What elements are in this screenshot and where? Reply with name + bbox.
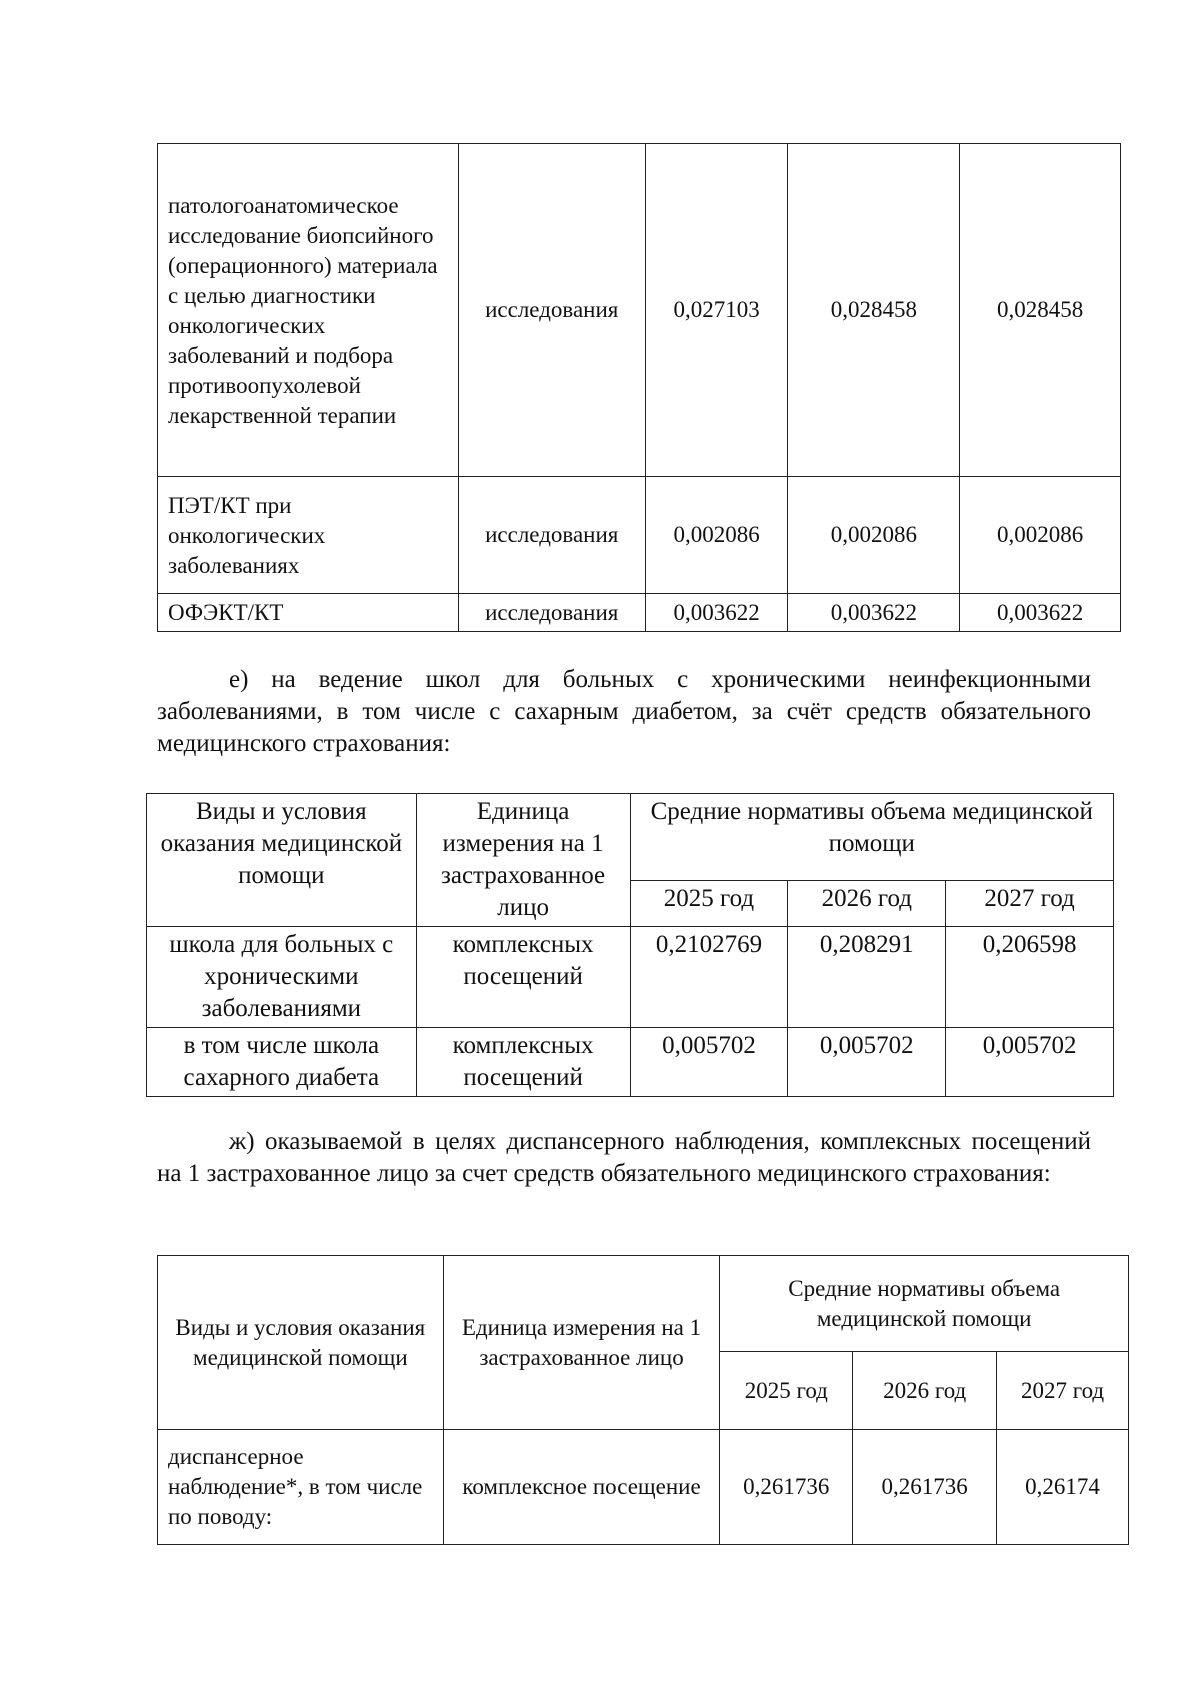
value-2027: 0,003622 xyxy=(960,594,1121,632)
table-row xyxy=(158,1430,1129,1545)
header-2025: 2025 год xyxy=(630,880,788,926)
table-row xyxy=(158,477,1121,594)
table-header-row xyxy=(158,1256,1129,1352)
row-unit: исследования xyxy=(458,144,645,477)
row-name: патологоанатомическое исследование биопсийного (операционного) материала с целью диагностики онкологических заболеваний и подбора противоопухолевой лекарственной терапии xyxy=(158,144,459,477)
diagnostics-table xyxy=(157,143,1121,632)
schools-table xyxy=(146,793,1114,1097)
value-2027: 0,028458 xyxy=(960,144,1121,477)
header-2025: 2025 год xyxy=(720,1352,853,1430)
row-name: школа для больных с хроническими заболеваниями xyxy=(147,927,417,1028)
value-2027: 0,005702 xyxy=(946,1028,1114,1097)
table-row xyxy=(147,927,1114,1028)
row-unit: комплексных посещений xyxy=(416,927,630,1028)
header-2027: 2027 год xyxy=(997,1352,1129,1430)
row-unit: комплексное посещение xyxy=(443,1430,720,1545)
header-norms-group: Средние нормативы объема медицинской помощи xyxy=(630,794,1113,881)
header-2026: 2026 год xyxy=(853,1352,997,1430)
dispensary-table xyxy=(157,1255,1129,1545)
value-2026: 0,003622 xyxy=(788,594,960,632)
value-2025: 0,2102769 xyxy=(630,927,788,1028)
header-norms-group: Средние нормативы объема медицинской помощи xyxy=(720,1256,1129,1352)
table-row xyxy=(158,594,1121,632)
header-2027: 2027 год xyxy=(946,880,1114,926)
value-2026: 0,002086 xyxy=(788,477,960,594)
value-2026: 0,028458 xyxy=(788,144,960,477)
value-2026: 0,208291 xyxy=(788,927,946,1028)
table-header-row xyxy=(147,794,1114,881)
row-name: ПЭТ/КТ при онкологических заболеваниях xyxy=(158,477,459,594)
value-2027: 0,002086 xyxy=(960,477,1121,594)
value-2027: 0,26174 xyxy=(997,1430,1129,1545)
header-unit: Единица измерения на 1 застрахованное лицо xyxy=(443,1256,720,1430)
value-2025: 0,002086 xyxy=(645,477,788,594)
value-2025: 0,005702 xyxy=(630,1028,788,1097)
row-unit: исследования xyxy=(458,594,645,632)
value-2025: 0,003622 xyxy=(645,594,788,632)
value-2025: 0,261736 xyxy=(720,1430,853,1545)
row-name: диспансерное наблюдение*, в том числе по поводу: xyxy=(158,1430,444,1545)
header-2026: 2026 год xyxy=(788,880,946,926)
row-name: в том числе школа сахарного диабета xyxy=(147,1028,417,1097)
paragraph-zh: ж) оказываемой в целях диспансерного наблюдения, комплексных посещений на 1 застрахованное лицо за счет средств обязательного медицинского страхования: xyxy=(157,1128,1091,1187)
row-name: ОФЭКТ/КТ xyxy=(158,594,459,632)
value-2026: 0,261736 xyxy=(853,1430,997,1545)
value-2026: 0,005702 xyxy=(788,1028,946,1097)
row-unit: исследования xyxy=(458,477,645,594)
row-unit: комплексных посещений xyxy=(416,1028,630,1097)
table-row xyxy=(147,1028,1114,1097)
header-types: Виды и условия оказания медицинской помощи xyxy=(158,1256,444,1430)
header-unit: Единица измерения на 1 застрахованное лицо xyxy=(416,794,630,927)
table-row xyxy=(158,144,1121,477)
paragraph-e: е) на ведение школ для больных с хроническими неинфекционными заболеваниями, в том числе с сахарным диабетом, за счёт средств обязательного медицинского страхования: xyxy=(157,666,1091,757)
value-2027: 0,206598 xyxy=(946,927,1114,1028)
value-2025: 0,027103 xyxy=(645,144,788,477)
header-types: Виды и условия оказания медицинской помощи xyxy=(147,794,417,927)
